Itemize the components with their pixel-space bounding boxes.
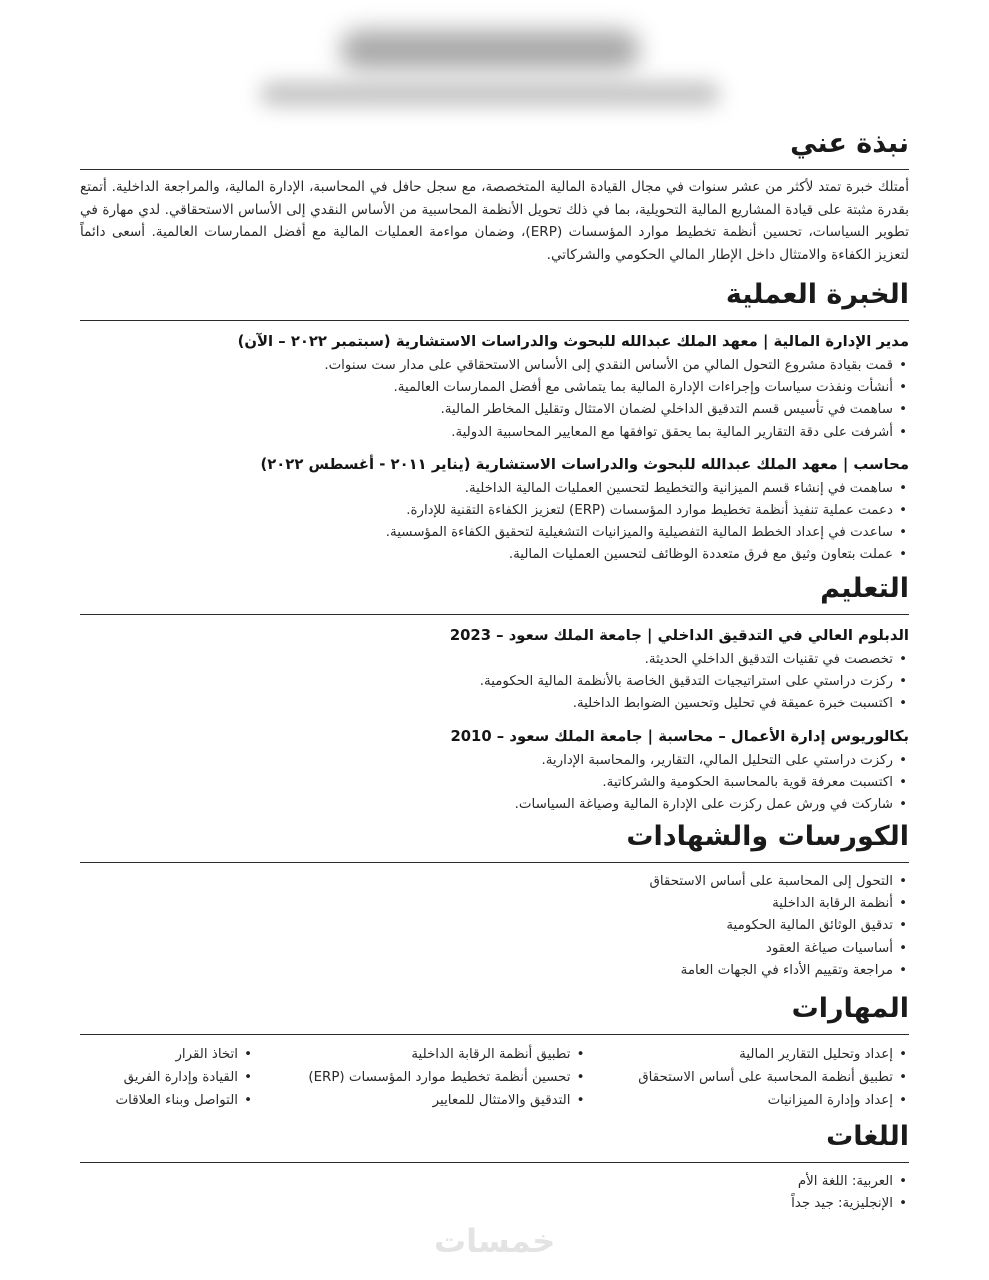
section-divider [80,862,909,863]
list-item: • ساهمت في إنشاء قسم الميزانية والتخطيط لتحسين العمليات المالية الداخلية. [80,478,893,500]
list-item: • ساعدت في إعداد الخطط المالية التفصيلية والميزانيات التشغيلية لتحقيق الكفاءة المؤسسية. [80,522,893,544]
courses-list [80,871,909,982]
about-section [80,125,909,266]
list-item: • اكتسبت خبرة عميقة في تحليل وتحسين الضوابط الداخلية. [80,693,893,715]
list-item: • مراجعة وتقييم الأداء في الجهات العامة [80,960,893,982]
courses-title: الكورسات والشهادات [626,821,909,852]
job-title: مدير الإدارة المالية | معهد الملك عبدالله للبحوث والدراسات الاستشارية (سبتمبر ٢٠٢٢ – الآن) [237,333,909,350]
job-bullets [80,478,909,567]
list-item: • عملت بتعاون وثيق مع فرق متعددة الوظائف لتحسين العمليات المالية. [80,544,893,566]
experience-section [80,276,909,567]
list-item: • دعمت عملية تنفيذ أنظمة تخطيط موارد المؤسسات (ERP) لتعزيز الكفاءة التقنية للإدارة. [80,500,893,522]
courses-section [80,818,909,982]
section-divider [80,320,909,321]
skills-section [80,990,909,1112]
degree-title: الدبلوم العالي في التدقيق الداخلي | جامعة الملك سعود – 2023 [449,627,909,644]
education-section [80,570,909,816]
list-item: • تطبيق أنظمة المحاسبة على أساس الاستحقاق [593,1066,893,1089]
blurred-name [340,30,640,70]
education-title: التعليم [820,573,909,604]
list-item: • ساهمت في تأسيس قسم التدقيق الداخلي لضمان الامتثال وتقليل المخاطر المالية. [80,399,893,421]
about-text: أمتلك خبرة تمتد لأكثر من عشر سنوات في مجال القيادة المالية المتخصصة، مع سجل حافل في المحاسبة، الإدارة المالية، والمراجعة الداخلية. أتمتع بقدرة مثبتة على قيادة المشاريع المالية التحويلية، بما في ذلك تحويل الأنظمة المحاسبية من الأساس النقدي إلى الأساس الاستحقاقي. لدي مهارة في تطوير السياسات، تحسين أنظمة تخطيط موارد المؤسسات (ERP)، وضمان مواءمة العمليات المالية مع أفضل الممارسات العالمية. أسعى دائماً لتعزيز الكفاءة والامتثال داخل الإطار المالي الحكومي والشركاتي. [80,179,909,263]
degree-title: بكالوريوس إدارة الأعمال – محاسبة | جامعة الملك سعود – 2010 [450,727,909,745]
list-item: • تطبيق أنظمة الرقابة الداخلية [261,1043,571,1066]
blurred-name-header [250,30,730,115]
list-item: • تحسين أنظمة تخطيط موارد المؤسسات (ERP) [261,1066,571,1089]
section-divider [80,1034,909,1035]
list-item: • التدقيق والامتثال للمعايير [261,1089,571,1112]
list-item: • تدقيق الوثائق المالية الحكومية [80,915,893,937]
skills-title: المهارات [791,993,909,1024]
list-item: • أساسيات صياغة العقود [80,938,893,960]
degree-bullets [80,750,909,817]
about-title: نبذة عني [790,128,909,159]
list-item: • ركزت دراستي على التحليل المالي، التقارير، والمحاسبة الإدارية. [80,750,893,772]
section-divider [80,1162,909,1163]
skills-column [261,1043,587,1112]
languages-list [80,1171,909,1215]
degree-bullets [80,649,909,716]
experience-title: الخبرة العملية [725,279,909,310]
skills-columns [80,1043,909,1112]
list-item: • شاركت في ورش عمل ركزت على الإدارة المالية وصياغة السياسات. [80,794,893,816]
list-item: • أشرفت على دقة التقارير المالية بما يحقق توافقها مع المعايير المحاسبية الدولية. [80,422,893,444]
list-item: • إعداد وإدارة الميزانيات [593,1089,893,1112]
list-item: • التحول إلى المحاسبة على أساس الاستحقاق [80,871,893,893]
list-item: • أنشأت ونفذت سياسات وإجراءات الإدارة المالية بما يتماشى مع أفضل الممارسات العالمية. [80,377,893,399]
list-item: • العربية: اللغة الأم [80,1171,893,1193]
languages-section [80,1118,909,1215]
languages-title: اللغات [826,1121,909,1152]
section-divider [80,614,909,615]
list-item: • تخصصت في تقنيات التدقيق الداخلي الحديثة. [80,649,893,671]
job-title: محاسب | معهد الملك عبدالله للبحوث والدراسات الاستشارية (يناير ٢٠١١ - أغسطس ٢٠٢٢) [260,455,909,473]
list-item: • القيادة وإدارة الفريق [80,1066,238,1089]
list-item: • اتخاذ القرار [80,1043,238,1066]
watermark: خمسات [434,1222,556,1260]
list-item: • قمت بقيادة مشروع التحول المالي من الأساس النقدي إلى الأساس الاستحقاقي على مدار ست سنوات. [80,355,893,377]
list-item: • إعداد وتحليل التقارير المالية [593,1043,893,1066]
list-item: • ركزت دراستي على استراتيجيات التدقيق الخاصة بالأنظمة المالية الحكومية. [80,671,893,693]
list-item: • أنظمة الرقابة الداخلية [80,893,893,915]
section-divider [80,169,909,170]
job-bullets [80,355,909,444]
skills-column [593,1043,909,1112]
list-item: • اكتسبت معرفة قوية بالمحاسبة الحكومية والشركاتية. [80,772,893,794]
skills-column [80,1043,254,1112]
list-item: • الإنجليزية: جيد جداً [80,1193,893,1215]
blurred-contact [260,82,720,106]
list-item: • التواصل وبناء العلاقات [80,1089,238,1112]
